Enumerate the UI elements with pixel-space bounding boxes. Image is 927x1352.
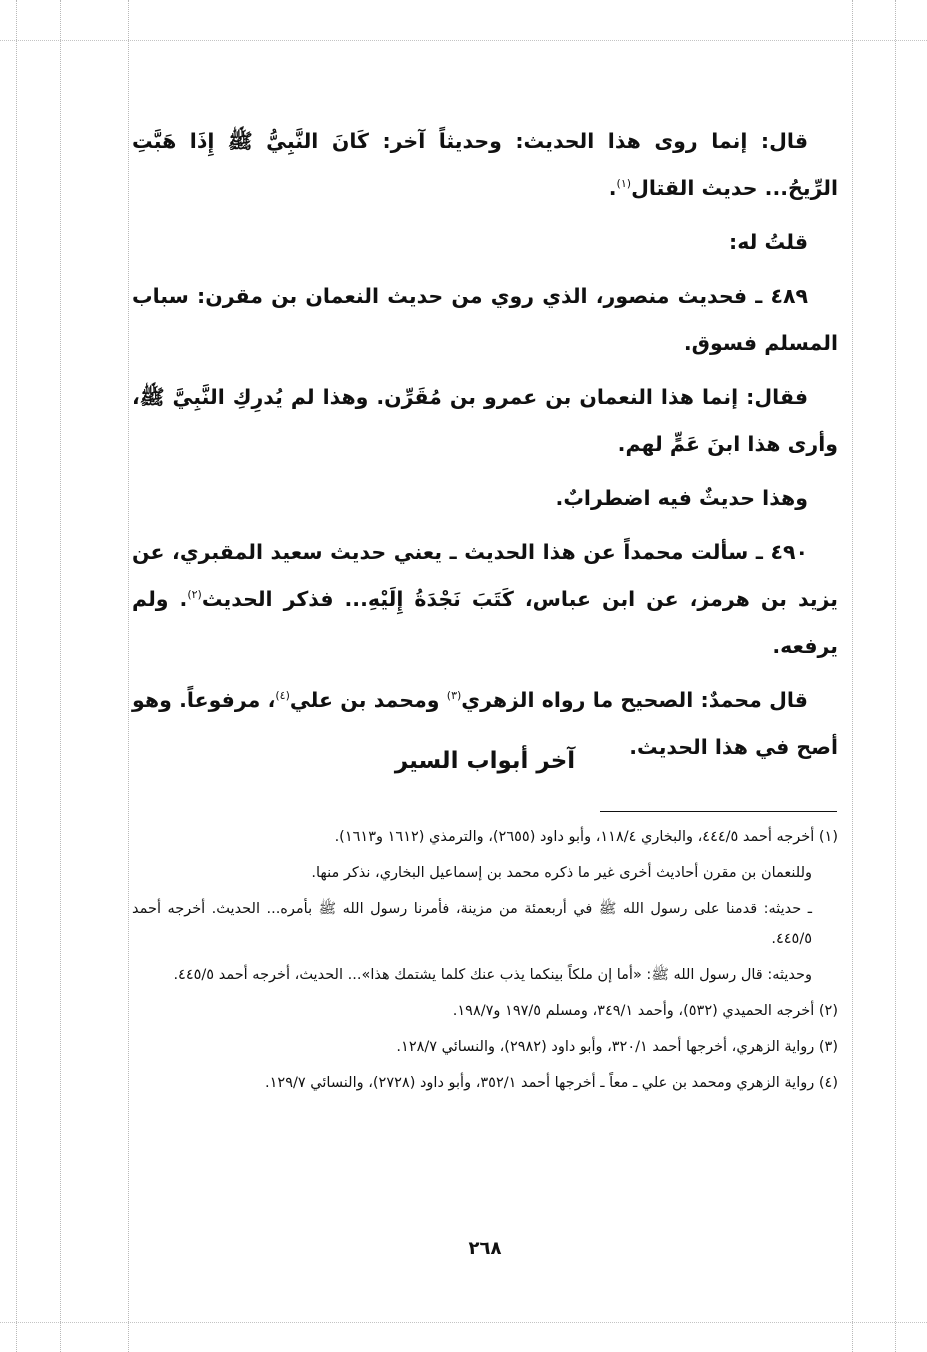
scan-guide-line — [852, 0, 853, 1352]
footnote-separator — [600, 811, 837, 812]
paragraph: قال: إنما روى هذا الحديث: وحديثاً آخر: كَانَ النَّبِيُّ ﷺ إِذَا هَبَّتِ الرِّيحُ... حديث القتال$^{(١)}$. — [132, 129, 838, 200]
footnote: وحديثه: قال رسول الله ﷺ: «أما إن ملكاً بينكما يذب عنك كلما يشتمك هذا»... الحديث، أخرجه أحمد ٤٤٥/٥. — [173, 967, 812, 983]
page-number: ٢٦٨ — [468, 1238, 502, 1259]
footnote: وللنعمان بن مقرن أحاديث أخرى غير ما ذكره محمد بن إسماعيل البخاري، نذكر منها. — [311, 865, 812, 881]
paragraph: قال محمدٌ: الصحيح ما رواه الزهري$^{(٣)}$ ومحمد بن علي$^{(٤)}$، مرفوعاً. وهو أصح في هذا الحديث. — [132, 688, 838, 759]
scan-guide-line — [895, 0, 896, 1352]
footnotes — [132, 822, 838, 1098]
scan-guide-line — [16, 0, 17, 1352]
section-title: آخر أبواب السير — [394, 748, 576, 774]
footnote-ref: (٢) — [187, 588, 202, 602]
footnote: (٢) أخرجه الحميدي (٥٣٢)، وأحمد ٣٤٩/١، ومسلم ١٩٧/٥ و١٩٨/٧. — [452, 1003, 838, 1019]
paragraph: ٤٨٩ ـ فحديث منصور، الذي روي من حديث النعمان بن مقرن: سباب المسلم فسوق. — [132, 284, 838, 355]
footnote: (٤) رواية الزهري ومحمد بن علي ـ معاً ـ أخرجها أحمد ٣٥٢/١، وأبو داود (٢٧٢٨)، والنسائي ١٢٩/٧. — [265, 1075, 838, 1091]
main-text — [132, 118, 838, 771]
footnote: (١) أخرجه أحمد ٤٤٤/٥، والبخاري ١١٨/٤، وأبو داود (٢٦٥٥)، والترمذي (١٦١٢ و١٦١٣). — [334, 829, 838, 845]
scan-guide-line — [128, 0, 129, 1352]
footnote-ref: (٤) — [275, 689, 290, 703]
scan-guide-line — [60, 0, 61, 1352]
footnote-ref: (١) — [616, 177, 632, 191]
paragraph: ٤٩٠ ـ سألت محمداً عن هذا الحديث ـ يعني حديث سعيد المقبري، عن يزيد بن هرمز، عن ابن عباس، كَتَبَ نَجْدَةُ إِلَيْهِ... فذكر الحديث$^{(٢)}$. ولم يرفعه. — [132, 540, 838, 658]
footnote-ref: (٣) — [446, 689, 462, 703]
scan-guide-line — [0, 1322, 927, 1323]
scan-guide-line — [0, 40, 927, 41]
paragraph: فقال: إنما هذا النعمان بن عمرو بن مُقَرِّن. وهذا لم يُدرِكِ النَّبِيَّ ﷺ، وأرى هذا ابنَ عَمٍّ لهم. — [132, 385, 838, 456]
footnote: (٣) رواية الزهري، أخرجها أحمد ٣٢٠/١، وأبو داود (٢٩٨٢)، والنسائي ١٢٨/٧. — [396, 1039, 838, 1055]
paragraph: وهذا حديثٌ فيه اضطرابٌ. — [555, 486, 808, 510]
footnote: ـ حديثه: قدمنا على رسول الله ﷺ في أربعمئة من مزينة، فأمرنا رسول الله ﷺ بأمره... الحديث. أخرجه أحمد ٤٤٥/٥. — [132, 901, 812, 947]
paragraph: قلتُ له: — [729, 230, 808, 254]
